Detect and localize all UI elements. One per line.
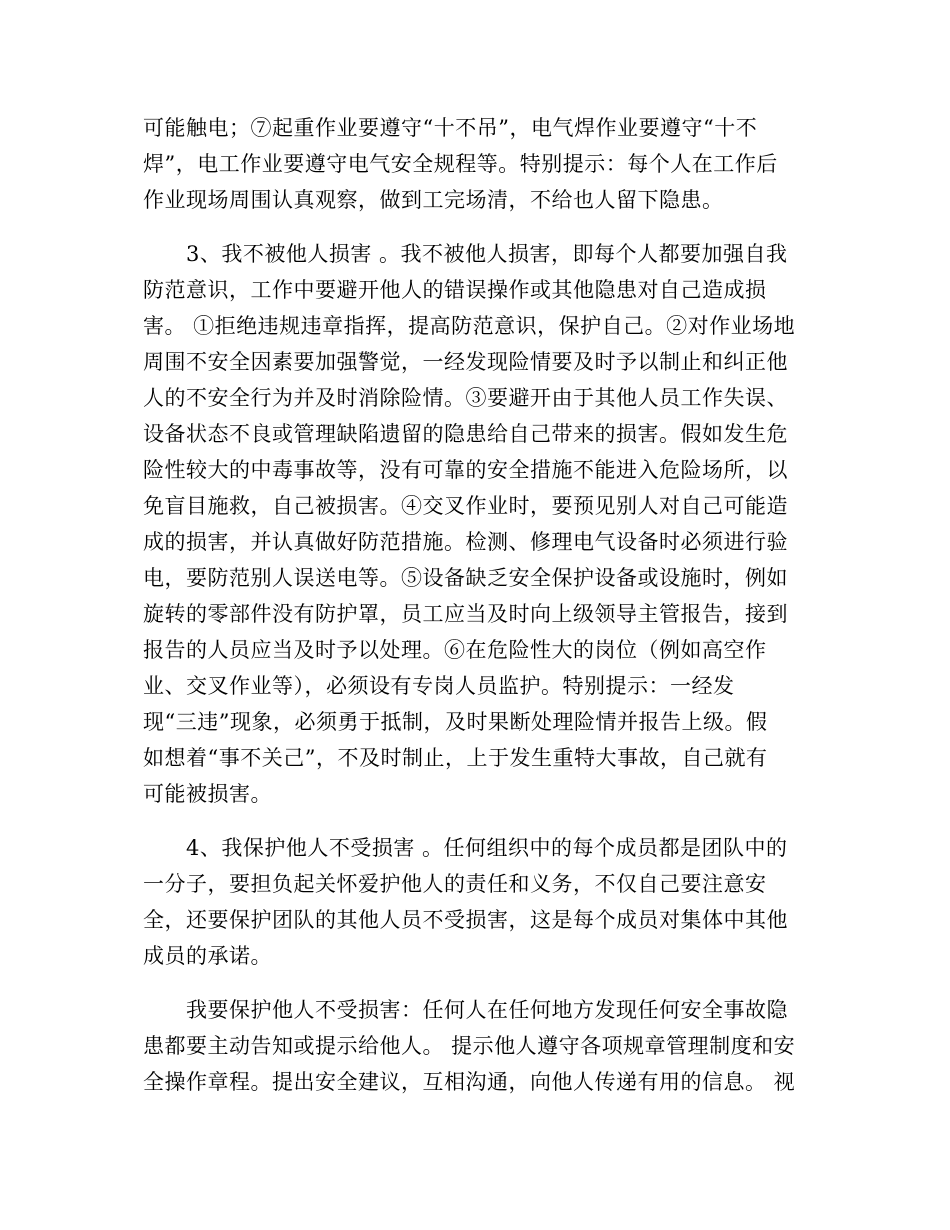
text-line: 免盲目施救，自己被损害。④交叉作业时，要预见别人对自己可能造 [143,494,788,518]
text-line: 全操作章程。提出安全建议，互相沟通，向他人传递有用的信息。 视 [143,1070,796,1094]
text-line: 作业现场周围认真观察，做到工完场清，不给也人留下隐患。 [143,188,724,212]
text-line: 如想着“事不关己”，不及时制止，上于发生重特大事故，自己就有 [143,746,768,770]
text-line: 全，还要保护团队的其他人员不受损害，这是每个成员对集体中其他 [143,908,788,932]
text-line: 一分子，要担负起关怀爱护他人的责任和义务，不仅自己要注意安 [143,872,767,896]
text-line: 害。 ①拒绝违规违章指挥，提高防范意识，保护自己。②对作业场地 [143,314,796,338]
text-line: 成员的承诺。 [143,944,272,968]
text-line: 电，要防范别人误送电等。⑤设备缺乏安全保护设备或设施时，例如 [143,566,788,590]
text-line: 周围不安全因素要加强警觉，一经发现险情要及时予以制止和纠正他 [143,350,788,374]
text-line: 可能触电；⑦起重作业要遵守“十不吊”，电气焊作业要遵守“十不 [143,116,758,140]
text-line: 现“三违”现象，必须勇于抵制，及时果断处理险情并报告上级。假 [143,710,768,734]
text-line: 设备状态不良或管理缺陷遗留的隐患给自己带来的损害。假如发生危 [143,422,788,446]
text-line: 患都要主动告知或提示给他人。 提示他人遵守各项规章管理制度和安 [143,1034,796,1058]
text-line: 焊”，电工作业要遵守电气安全规程等。特别提示：每个人在工作后 [143,152,778,176]
text-line: 防范意识，工作中要避开他人的错误操作或其他隐患对自己造成损 [143,278,767,302]
text-line: 可能被损害。 [143,782,272,806]
text-line: 险性较大的中毒事故等，没有可靠的安全措施不能进入危险场所，以 [143,458,788,482]
text-line: 旋转的零部件没有防护罩，员工应当及时向上级领导主管报告，接到 [143,602,788,626]
paragraph-3-heading-line: 3、我不被他人损害 。我不被他人损害，即每个人都要加强自我 [186,242,788,266]
paragraph-5-first-line: 我要保护他人不受损害：任何人在任何地方发现任何安全事故隐 [186,998,788,1022]
text-line: 报告的人员应当及时予以处理。⑥在危险性大的岗位（例如高空作 [143,638,767,662]
text-line: 成的损害，并认真做好防范措施。检测、修理电气设备时必须进行验 [143,530,788,554]
paragraph-4-heading-line: 4、我保护他人不受损害 。任何组织中的每个成员都是团队中的 [186,836,788,860]
text-line: 业、交叉作业等），必须设有专岗人员监护。特别提示：一经发 [143,674,735,698]
text-line: 人的不安全行为并及时消除险情。③要避开由于其他人员工作失误、 [143,386,788,410]
